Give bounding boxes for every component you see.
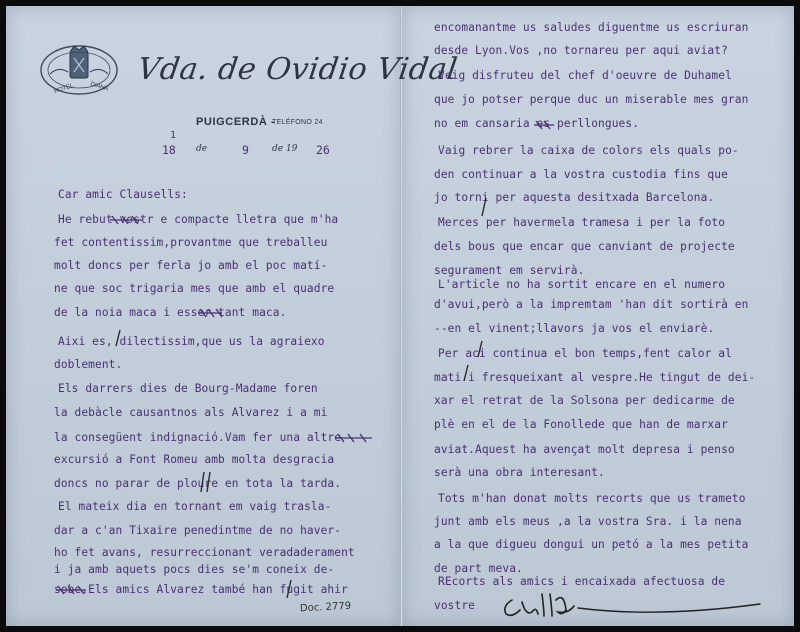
left-line: de la noia maca i esser tant maca. <box>54 306 287 319</box>
right-line: desde Lyon.Vos ,no tornareu per aqui aviat? <box>434 44 728 57</box>
right-line: aviat.Aquest ha avençat molt depresa i penso <box>434 443 735 456</box>
pen-correction-mark <box>198 470 214 494</box>
pen-correction-mark <box>283 578 295 600</box>
right-line: encomanantme us saludes diguentme us escriuran <box>434 21 749 34</box>
strikeout-mark <box>196 305 224 321</box>
handwritten-signature <box>498 588 768 622</box>
right-line: --en el vinent;llavors ja vos el enviarè. <box>434 322 715 335</box>
strikeout-mark <box>334 430 374 446</box>
left-line: dar a c'an Tixaire penedintme de no haver- <box>54 524 342 537</box>
seal-label-diana: DIANA <box>89 81 109 93</box>
pen-correction-mark <box>474 339 486 359</box>
right-line: vostre <box>434 599 476 612</box>
left-line: sobe.Els amics Alvarez també han fugit ahir <box>54 583 348 596</box>
left-line: He rebut vostr e compacte lletra que m'ha <box>58 213 339 226</box>
left-line: ne que soc trigaria mes que amb el quadre <box>54 282 335 295</box>
letterhead-place: PUIGCERDÀ - <box>196 116 276 128</box>
letterhead-phone: TELÉFONO 24 <box>272 119 323 126</box>
left-line: la consegüent indignació.Vam fer una altre <box>54 431 342 444</box>
strikeout-mark <box>54 582 88 598</box>
right-line: Veig disfruteu del chef d'oeuvre de Duhamel <box>438 69 732 82</box>
pen-correction-mark <box>478 196 490 218</box>
page-fold <box>400 6 403 626</box>
pen-correction-mark <box>460 363 472 383</box>
strikeout-mark <box>532 117 556 133</box>
date-year: 26 <box>316 143 330 157</box>
left-line: i ja amb aquets pocs dies se'm coneix de- <box>54 563 335 576</box>
right-line: jo torni per aquesta desitxada Barcelona. <box>434 191 715 204</box>
right-line: Vaig rebrer la caixa de colors els quals po- <box>438 144 739 157</box>
archive-doc-number: Doc. 2779 <box>299 600 352 615</box>
left-line: excursió a Font Romeu amb molta desgracia <box>54 453 335 466</box>
date-month: 9 <box>242 143 249 157</box>
left-line: la debàcle causantnos als Alvarez i a mi <box>54 406 328 419</box>
left-line: doncs no parar de ploure en tota la tarda. <box>54 477 342 490</box>
date-day-tens: 1 <box>170 130 177 141</box>
right-line: junt amb els meus ,a la vostra Sra. i la nena <box>434 515 742 528</box>
left-line: El mateix dia en tornant em vaig trasla- <box>58 500 332 513</box>
left-line: doblement. <box>54 358 123 371</box>
right-line: a la que digueu dongui un petó a la mes petita <box>434 538 749 551</box>
right-line: REcorts als amics i encaixada afectuosa de <box>438 575 726 588</box>
right-line: serà una obra interesant. <box>434 466 605 479</box>
left-line: ho fet avans, resurreccionant veradaderament <box>54 546 355 559</box>
letterhead-brand: Vda. de Ovidio Vidal <box>135 52 460 87</box>
right-line: den continuar a la vostra custodia fins que <box>434 168 728 181</box>
date-label-de-19: de 19 <box>272 144 298 154</box>
right-line: xar el retrat de la Solsona per dedicarme de <box>434 394 735 407</box>
date-label-de: de <box>196 144 208 154</box>
right-line: plè en el de la Fonollede que han de marxar <box>434 418 728 431</box>
right-line: Tots m'han donat molts recorts que us trameto <box>438 492 746 505</box>
right-line: segurament em servirà. <box>434 264 585 277</box>
left-line: Car amic Clausells: <box>58 188 188 201</box>
hotel-seal-icon <box>38 38 120 100</box>
right-line: que jo potser perque duc un miserable mes gran <box>434 93 749 106</box>
left-line: molt doncs per ferla jo amb el poc matí- <box>54 259 328 272</box>
pen-correction-mark <box>112 328 124 348</box>
left-line: Aixi es, dilectissim,que us la agraiexo <box>58 335 325 348</box>
strikeout-mark <box>108 212 144 228</box>
date-day: 18 <box>162 143 176 157</box>
seal-label-hotel: HOTEL <box>53 83 75 95</box>
left-line: fet contentissim,provantme que treballeu <box>54 236 328 249</box>
right-line: dels bous que encar que canviant de projecte <box>434 240 735 253</box>
right-line: Per aci continua el bon temps,fent calor al <box>438 347 732 360</box>
right-line: de part meva. <box>434 562 523 575</box>
right-line: Merces per havermela tramesa i per la foto <box>438 216 726 229</box>
right-line: mati i fresqueixant al vespre.He tingut de dei- <box>434 371 756 384</box>
right-line: L'article no ha sortit encare en el numero <box>438 278 726 291</box>
right-line: d'avui,però a la impremtam 'han dit sortirà en <box>434 298 749 311</box>
left-line: Els darrers dies de Bourg-Madame foren <box>58 382 318 395</box>
right-line: no em cansaria es perllongues. <box>434 117 640 130</box>
